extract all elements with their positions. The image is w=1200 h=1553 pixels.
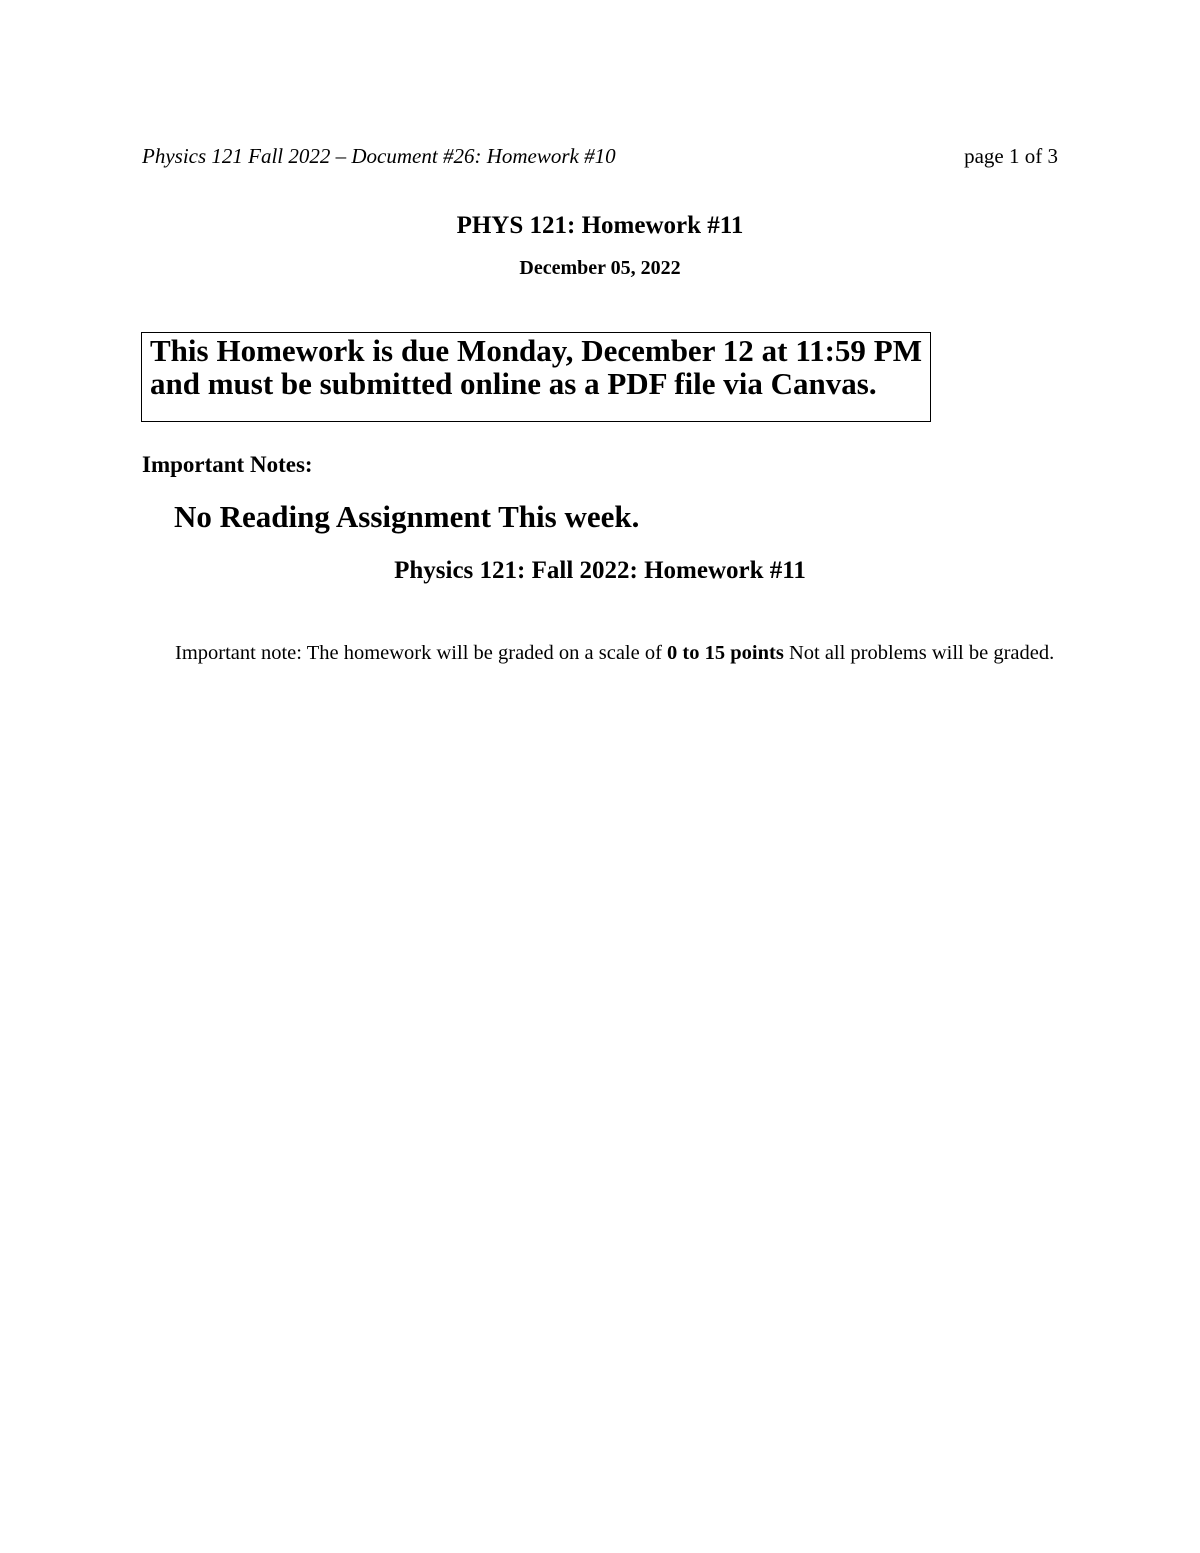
no-reading-notice: No Reading Assignment This week. bbox=[174, 499, 640, 534]
grading-note-points: 0 to 15 points bbox=[667, 642, 784, 664]
homework-title: PHYS 121: Homework #11 bbox=[456, 212, 744, 239]
grading-note-suffix: Not all problems will be graded. bbox=[783, 642, 1055, 664]
important-notes-heading: Important Notes: bbox=[142, 452, 313, 477]
grading-note-prefix: Important note: The homework will be graded on a scale of bbox=[175, 642, 668, 664]
header-document-title: Physics 121 Fall 2022 – Document #26: Homework #10 bbox=[142, 144, 616, 168]
section-title: Physics 121: Fall 2022: Homework #11 bbox=[394, 557, 806, 584]
grading-note bbox=[142, 639, 1058, 667]
due-date-notice: This Homework is due Monday, December 12 at 11:59 PM and must be submitted online as a PDF file via Canvas. bbox=[141, 332, 931, 422]
running-header bbox=[142, 144, 1058, 174]
homework-date: December 05, 2022 bbox=[519, 257, 681, 279]
header-page-number: page 1 of 3 bbox=[964, 144, 1058, 168]
